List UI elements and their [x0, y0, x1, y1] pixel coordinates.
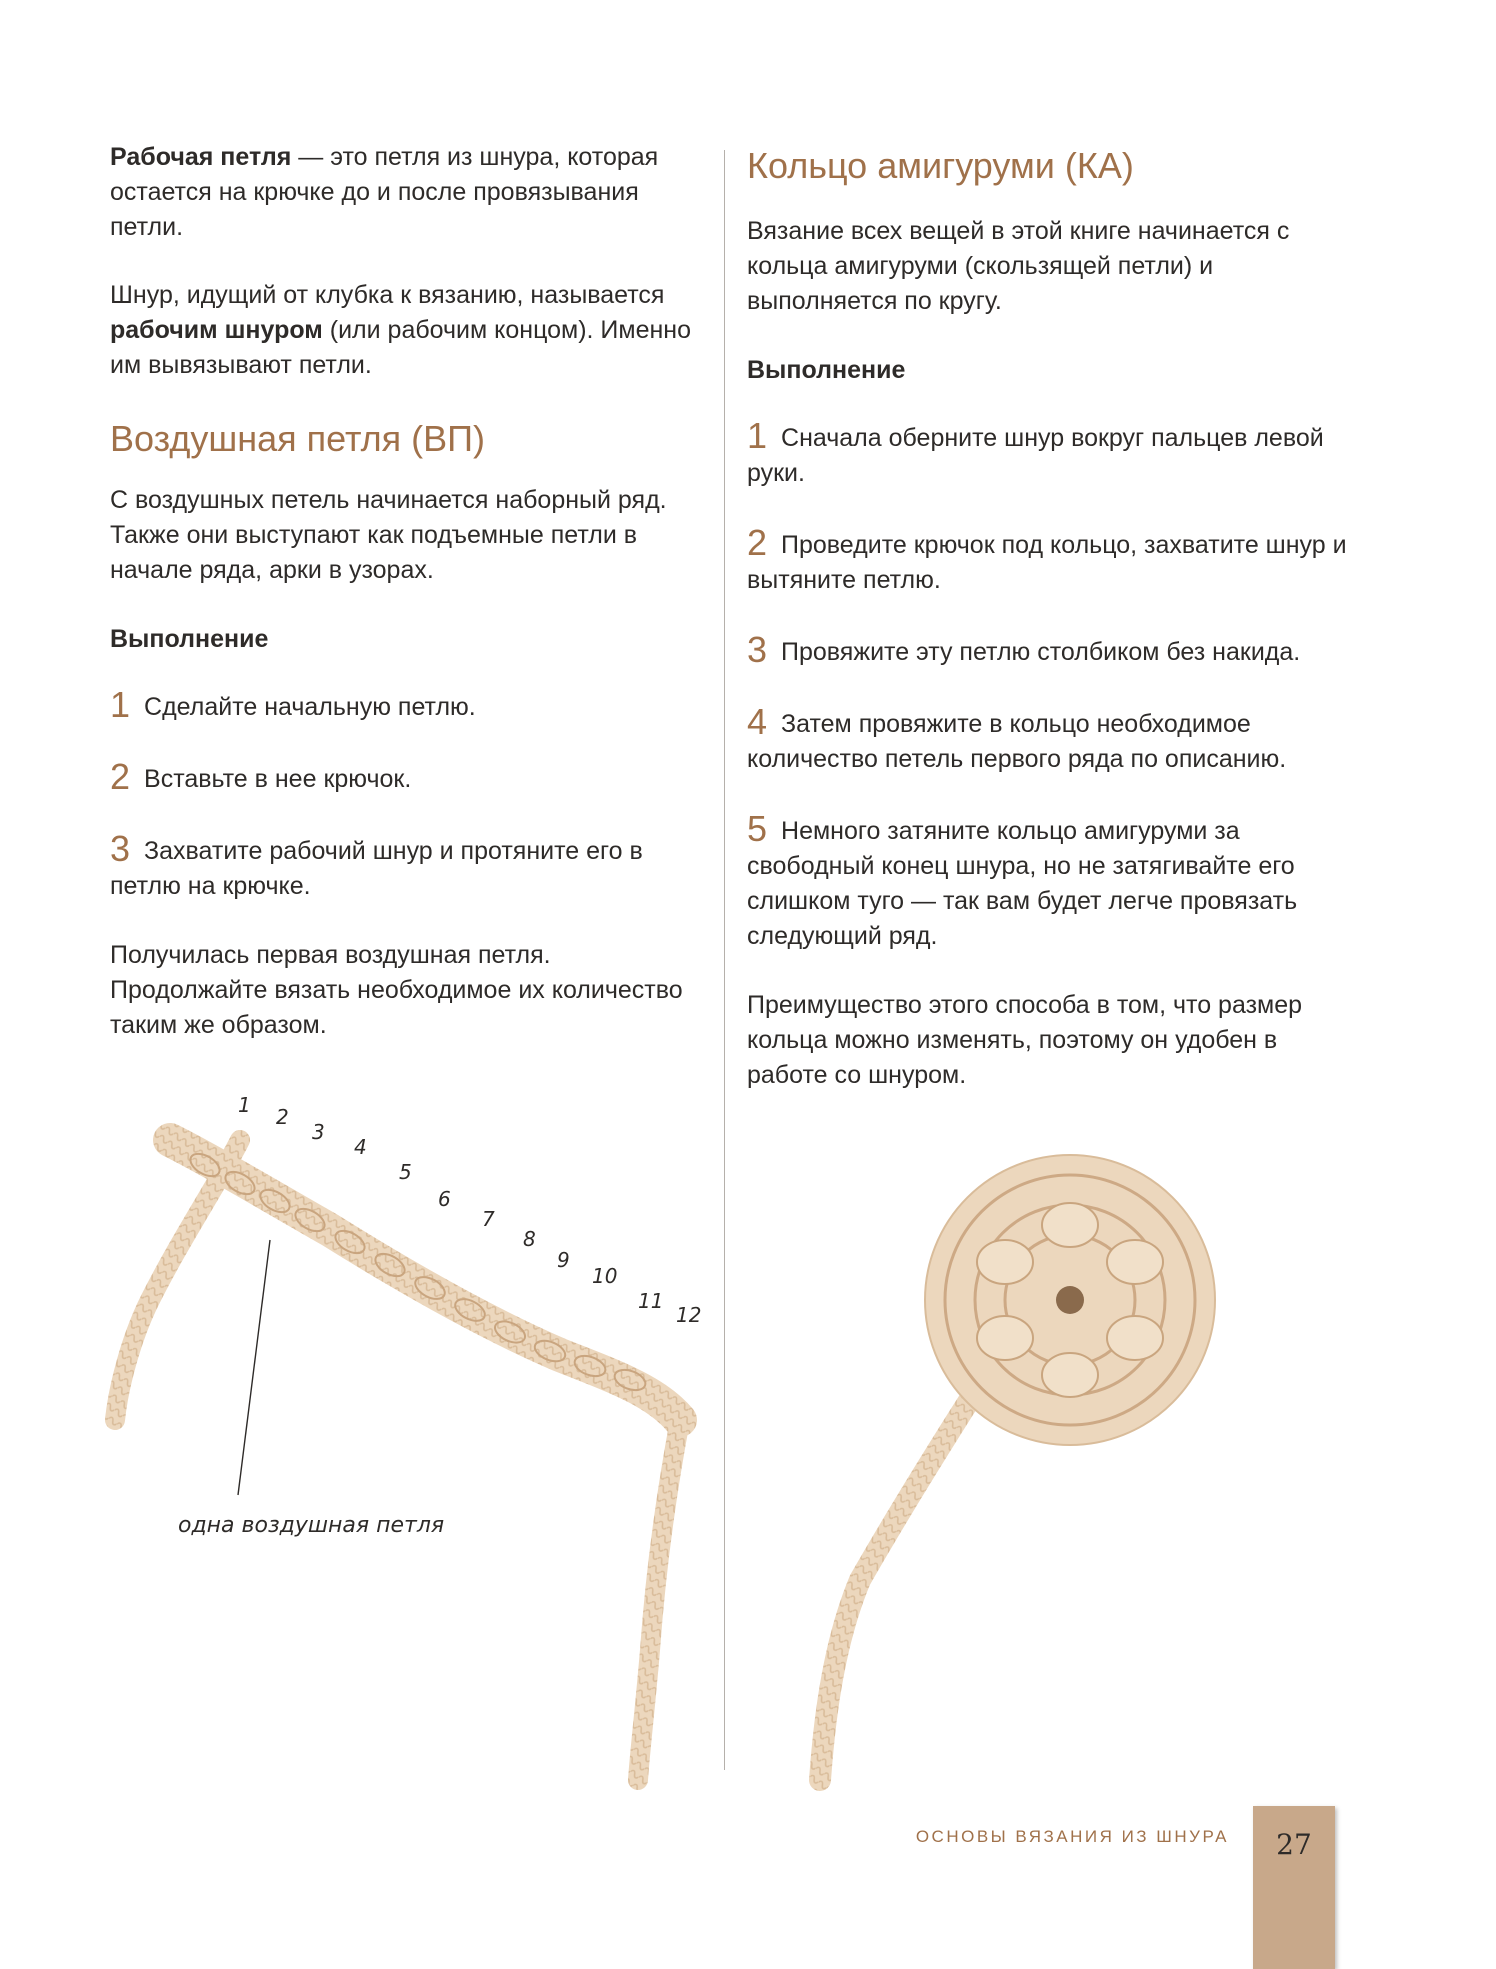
page-tab [1253, 1806, 1335, 1969]
column-divider [724, 150, 725, 1770]
working-cord-term: рабочим шнуром [110, 316, 323, 344]
step-number: 1 [110, 684, 131, 725]
procedure-heading-left: Выполнение [110, 625, 269, 653]
step-text: Затем провяжите в кольцо необходимое количество петель первого ряда по описанию. [747, 710, 1287, 773]
chain-number: 6 [438, 1187, 451, 1211]
chain-number: 5 [399, 1160, 412, 1184]
chain-number: 10 [592, 1264, 618, 1288]
ring-step-3 [747, 629, 1347, 670]
chain-number: 2 [276, 1105, 289, 1129]
step-text: Провяжите эту петлю столбиком без накида. [781, 638, 1301, 666]
magic-ring-outro: Преимущество этого способа в том, что размер кольца можно изменять, поэтому он удобен в работе со шнуром. [747, 991, 1303, 1089]
working-loop-definition [110, 140, 710, 245]
step-number: 5 [747, 808, 768, 849]
right-column [747, 140, 1347, 1093]
chain-step-2 [110, 756, 710, 797]
step-text: Проведите крючок под кольцо, захватите шнур и вытяните петлю. [747, 531, 1347, 594]
working-loop-text: — это петля из шнура, которая остается на крючке до и после провязывания петли. [110, 143, 659, 241]
step-text: Сделайте начальную петлю. [144, 693, 476, 721]
procedure-heading-right: Выполнение [747, 356, 906, 384]
chain-stitch-outro: Получилась первая воздушная петля. Продолжайте вязать необходимое их количество таким же образом. [110, 941, 683, 1039]
chain-number: 9 [557, 1248, 570, 1272]
cord-tail-right [638, 1420, 680, 1780]
step-number: 2 [747, 522, 768, 563]
step-number: 4 [747, 701, 768, 742]
magic-ring-heading: Кольцо амигуруми (КА) [747, 145, 1134, 186]
step-text: Захватите рабочий шнур и протяните его в петлю на крючке. [110, 837, 643, 900]
working-loop-term: Рабочая петля [110, 143, 292, 171]
ring-step-5 [747, 808, 1347, 954]
working-cord-definition [110, 278, 710, 383]
chain-number: 3 [312, 1120, 325, 1144]
chain-caption: одна воздушная петля [178, 1513, 445, 1538]
left-column [110, 140, 710, 1043]
step-text: Сначала оберните шнур вокруг пальцев левой руки. [747, 424, 1324, 487]
chain-stitch-photo [110, 1093, 720, 1780]
chain-number: 11 [638, 1289, 664, 1313]
step-text: Немного затяните кольцо амигуруми за свободный конец шнура, но не затягивайте его слишком туго — так вам будет легче провязать следующий ряд. [747, 817, 1298, 950]
step-number: 2 [110, 756, 131, 797]
chain-step-3 [110, 828, 710, 904]
chain-stitch-description: С воздушных петель начинается наборный ряд. Также они выступают как подъемные петли в начале ряда, арки в узорах. [110, 486, 667, 584]
chain-number: 4 [354, 1135, 367, 1159]
chain-number: 8 [523, 1227, 536, 1251]
chain-step-1 [110, 684, 710, 725]
chain-number: 12 [676, 1303, 702, 1327]
magic-ring-description: Вязание всех вещей в этой книге начинается с кольца амигуруми (скользящей петли) и выполняется по кругу. [747, 217, 1290, 315]
ring-step-2 [747, 522, 1347, 598]
chain-stitch-heading: Воздушная петля (ВП) [110, 418, 486, 459]
chain-number: 7 [482, 1207, 495, 1231]
pointer-line [238, 1240, 270, 1495]
working-cord-text-c: (или рабочим концом). Именно им вывязывают петли. [110, 316, 692, 379]
step-text: Вставьте в нее крючок. [144, 765, 412, 793]
step-number: 1 [747, 415, 768, 456]
working-cord-text-a: Шнур, идущий от клубка к вязанию, называется [110, 281, 665, 309]
chain-number: 1 [238, 1093, 251, 1117]
ring-step-1 [747, 415, 1347, 491]
ring-stem [820, 1360, 995, 1780]
page-number: 27 [1276, 1828, 1312, 1861]
magic-ring-photo [750, 1130, 1350, 1780]
ring-step-4 [747, 701, 1347, 777]
section-footer: ОСНОВЫ ВЯЗАНИЯ ИЗ ШНУРА [915, 1827, 1229, 1846]
ring-center-hole [1056, 1286, 1084, 1314]
step-number: 3 [110, 828, 131, 869]
step-number: 3 [747, 629, 768, 670]
